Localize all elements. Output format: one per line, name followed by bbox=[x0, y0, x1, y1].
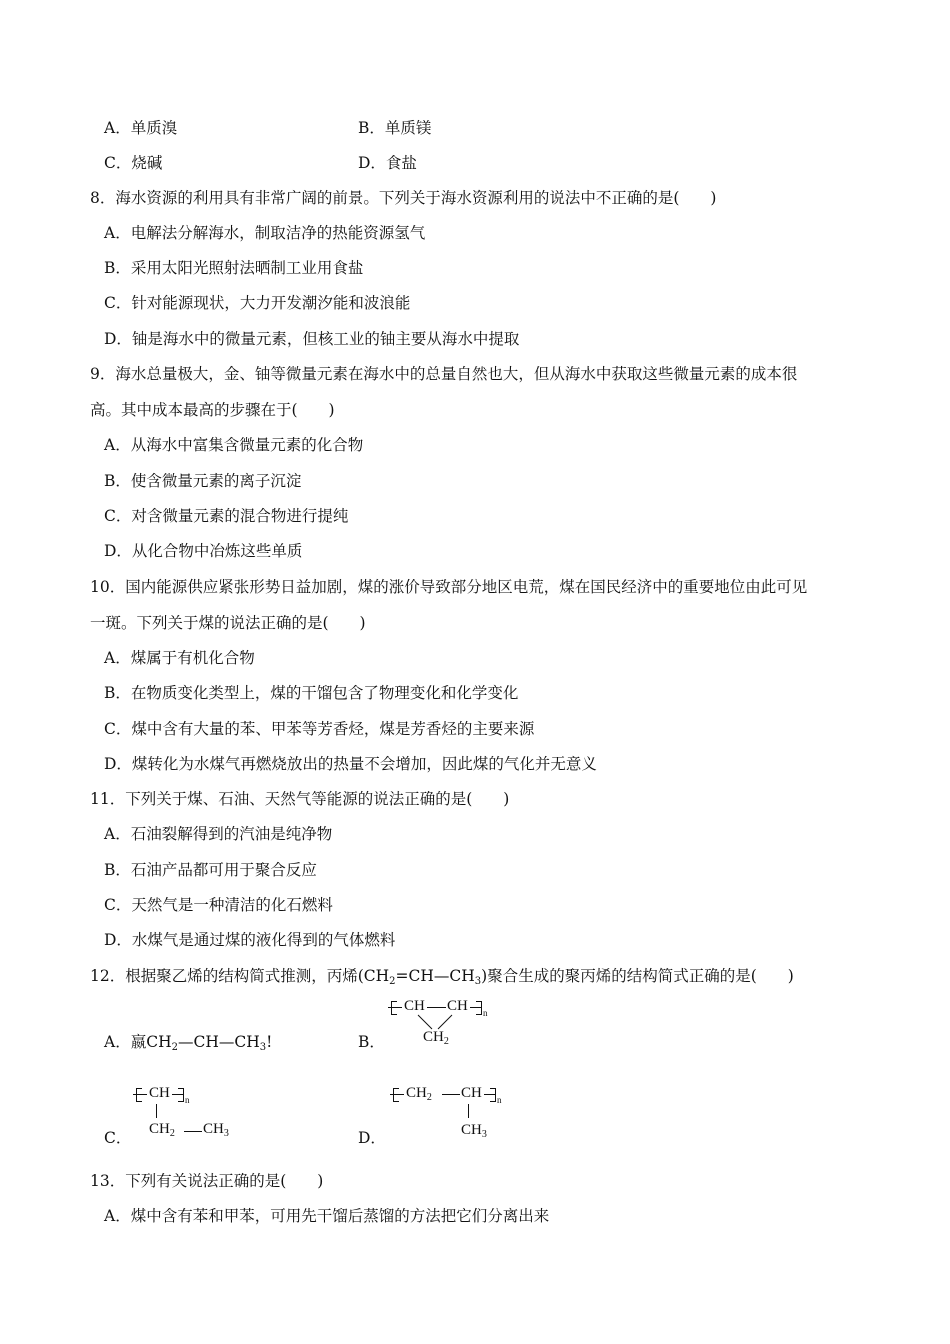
q12-d-ch2-sub: 2 bbox=[426, 1092, 432, 1103]
bracket-right-c-top bbox=[178, 1088, 184, 1089]
q12-d-ch3-sub: 3 bbox=[481, 1129, 487, 1140]
bond-vertical-d bbox=[468, 1104, 469, 1118]
q10-option-c: C．煤中含有大量的苯、甲苯等芳香烃，煤是芳香烃的主要来源 bbox=[104, 720, 535, 738]
q12-stem-mid: =CH—CH bbox=[395, 967, 475, 985]
q10-stem-line1: 10．国内能源供应紧张形势日益加剧，煤的涨价导致部分地区电荒，煤在国民经济中的重要地位由此可见 bbox=[90, 578, 808, 596]
q12-d-ch3-text: CH bbox=[461, 1122, 482, 1138]
bracket-left-c bbox=[136, 1088, 137, 1102]
q12-b-ch-right: CH bbox=[447, 998, 468, 1014]
q7-option-d: D．食盐 bbox=[358, 154, 417, 172]
q11-stem: 11．下列关于煤、石油、天然气等能源的说法正确的是( ) bbox=[90, 790, 510, 808]
bracket-right-b-bottom bbox=[476, 1014, 482, 1015]
bond-b-middle bbox=[427, 1007, 446, 1008]
q12-c-ch: CH bbox=[149, 1085, 170, 1101]
q12-option-a-text: 嬴CH bbox=[130, 1033, 172, 1051]
q12-c-ch2-sub: 2 bbox=[169, 1128, 175, 1139]
q12-stem-sub3: 3 bbox=[474, 976, 482, 987]
q12-stem-pre: 12．根据聚乙烯的结构简式推测，丙烯(CH bbox=[90, 967, 390, 985]
q12-c-ch3-text: CH bbox=[203, 1121, 224, 1137]
q12-option-c-label: C． bbox=[104, 1129, 132, 1147]
q11-option-a: A．石油裂解得到的汽油是纯净物 bbox=[104, 825, 333, 843]
bracket-right-c bbox=[183, 1088, 184, 1102]
q10-stem-line2: 一斑。下列关于煤的说法正确的是( ) bbox=[90, 614, 366, 632]
q12-b-ch-left: CH bbox=[404, 998, 425, 1014]
q8-stem: 8．海水资源的利用具有非常广阔的前景。下列关于海水资源利用的说法中不正确的是( ) bbox=[90, 189, 717, 207]
q7-option-a: A．单质溴 bbox=[104, 119, 178, 137]
q12-b-ch2-text: CH bbox=[423, 1029, 444, 1045]
q12-c-ch3 bbox=[203, 1121, 229, 1139]
q12-option-a-mid: —CH—CH bbox=[177, 1033, 260, 1051]
q8-option-c: C．针对能源现状，大力开发潮汐能和波浪能 bbox=[104, 294, 411, 312]
q9-option-a: A．从海水中富集含微量元素的化合物 bbox=[104, 436, 364, 454]
bracket-left-b-bottom bbox=[391, 1014, 397, 1015]
q12-option-a-sub3: 3 bbox=[259, 1042, 267, 1053]
q12-option-a-end: ! bbox=[266, 1033, 273, 1051]
q12-d-subscript-n: n bbox=[497, 1095, 502, 1105]
bond-left-d bbox=[390, 1094, 404, 1095]
bracket-right-b-top bbox=[476, 1001, 482, 1002]
bond-c-ethyl bbox=[184, 1131, 202, 1132]
q9-stem-line2: 高。其中成本最高的步骤在于( ) bbox=[90, 401, 335, 419]
bracket-right-d bbox=[495, 1088, 496, 1102]
q12-option-b-label: B． bbox=[358, 1033, 385, 1051]
q10-option-b: B．在物质变化类型上，煤的干馏包含了物理变化和化学变化 bbox=[104, 684, 519, 702]
q9-option-b: B．使含微量元素的离子沉淀 bbox=[104, 472, 302, 490]
bond-d-middle bbox=[442, 1094, 460, 1095]
bond-left-b bbox=[388, 1007, 402, 1008]
q9-option-c: C．对含微量元素的混合物进行提纯 bbox=[104, 507, 349, 525]
q12-stem-sub2: 2 bbox=[389, 976, 396, 987]
q7-option-c: C．烧碱 bbox=[104, 154, 163, 172]
q12-d-ch2-text: CH bbox=[406, 1085, 427, 1101]
bracket-right-c-bottom bbox=[178, 1101, 184, 1102]
q12-b-ch2 bbox=[423, 1029, 449, 1047]
q12-d-ch: CH bbox=[461, 1085, 482, 1101]
q12-b-subscript-n: n bbox=[483, 1008, 488, 1018]
q12-c-ch2-ch3 bbox=[149, 1121, 175, 1139]
bracket-right-d-top bbox=[490, 1088, 496, 1089]
q10-option-a: A．煤属于有机化合物 bbox=[104, 649, 255, 667]
bond-vertical-c bbox=[156, 1104, 157, 1118]
q12-c-ch2-text: CH bbox=[149, 1121, 170, 1137]
bracket-left-b bbox=[391, 1001, 392, 1015]
bracket-right-b bbox=[481, 1001, 482, 1015]
q11-option-b: B．石油产品都可用于聚合反应 bbox=[104, 861, 317, 879]
bracket-left-c-bottom bbox=[136, 1101, 142, 1102]
q9-stem-line1: 9．海水总量极大，金、铀等微量元素在海水中的总量自然也大，但从海水中获取这些微量元素的成本很 bbox=[90, 365, 798, 383]
q8-option-b: B．采用太阳光照射法晒制工业用食盐 bbox=[104, 259, 364, 277]
q10-option-d: D．煤转化为水煤气再燃烧放出的热量不会增加，因此煤的气化并无意义 bbox=[104, 755, 597, 773]
q13-option-a: A．煤中含有苯和甲苯，可用先干馏后蒸馏的方法把它们分离出来 bbox=[104, 1207, 550, 1225]
q11-option-c: C．天然气是一种清洁的化石燃料 bbox=[104, 896, 333, 914]
q12-stem bbox=[90, 965, 794, 993]
q12-c-subscript-n: n bbox=[185, 1095, 190, 1105]
q12-stem-post: )聚合生成的聚丙烯的结构简式正确的是( ) bbox=[481, 967, 794, 985]
q12-option-d-label: D． bbox=[358, 1129, 386, 1147]
q11-option-d: D．水煤气是通过煤的液化得到的气体燃料 bbox=[104, 931, 396, 949]
q12-option-a-sub2: 2 bbox=[171, 1042, 178, 1053]
q7-option-b: B．单质镁 bbox=[358, 119, 432, 137]
q9-option-d: D．从化合物中冶炼这些单质 bbox=[104, 542, 303, 560]
bracket-left-d-bottom bbox=[393, 1101, 399, 1102]
bond-left-c bbox=[133, 1094, 147, 1095]
bracket-right-d-bottom bbox=[490, 1101, 496, 1102]
q12-d-ch3 bbox=[461, 1122, 487, 1140]
bracket-left-c-top bbox=[136, 1088, 142, 1089]
bracket-left-d bbox=[393, 1088, 394, 1102]
q12-b-ch2-sub: 2 bbox=[443, 1036, 449, 1047]
q13-stem: 13．下列有关说法正确的是( ) bbox=[90, 1172, 324, 1190]
q12-option-a-label: A． bbox=[104, 1033, 131, 1051]
q8-option-d: D．铀是海水中的微量元素，但核工业的铀主要从海水中提取 bbox=[104, 330, 520, 348]
bracket-left-d-top bbox=[393, 1088, 399, 1089]
q12-c-ch3-sub: 3 bbox=[223, 1128, 229, 1139]
q12-option-a bbox=[104, 1031, 272, 1059]
q12-d-ch2 bbox=[406, 1085, 432, 1103]
q8-option-a: A．电解法分解海水，制取洁净的热能资源氢气 bbox=[104, 224, 426, 242]
bracket-left-b-top bbox=[391, 1001, 397, 1002]
